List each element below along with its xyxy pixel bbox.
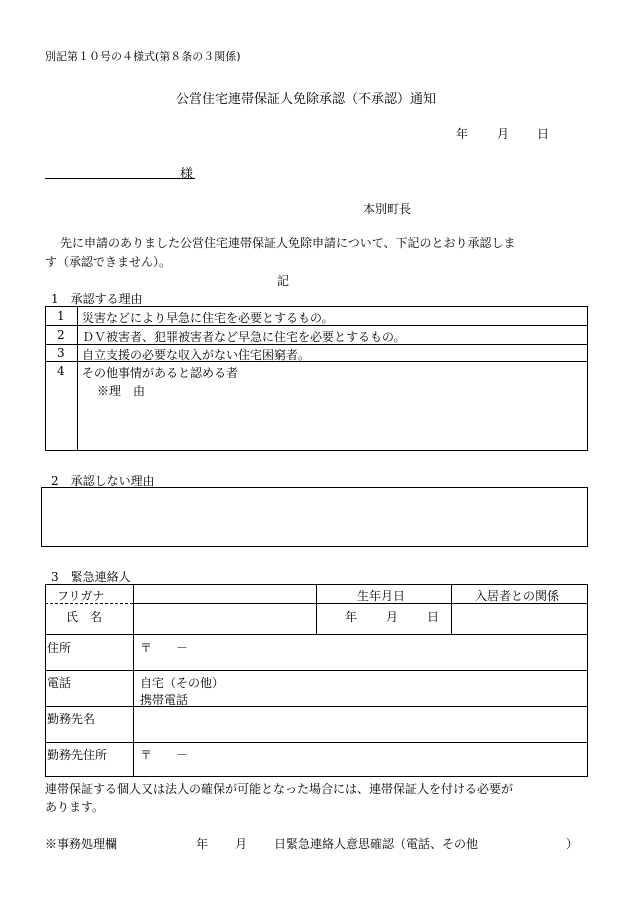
date-month: 月 xyxy=(497,127,510,141)
row-divider xyxy=(45,706,588,707)
reason-text: 災害などにより早急に住宅を必要とするもの。 xyxy=(82,311,334,325)
postal-code-field: 〒 － xyxy=(140,641,189,655)
mobile-phone-label: 携帯電話 xyxy=(140,693,189,707)
col-divider xyxy=(316,584,317,634)
workplace-label: 勤務先名 xyxy=(47,712,96,726)
office-use-label: ※事務処理欄 xyxy=(45,837,118,851)
date-day: 日 xyxy=(537,127,550,141)
issuer: 本別町長 xyxy=(363,202,412,216)
relation-label: 入居者との関係 xyxy=(475,589,560,603)
birth-month-unit: 月 xyxy=(386,610,399,624)
address-label: 住所 xyxy=(47,641,72,655)
office-month: 月 xyxy=(235,837,248,851)
closing-paren: ） xyxy=(566,837,579,851)
note-line-2: あります。 xyxy=(45,800,105,814)
section2-reason-box[interactable] xyxy=(41,487,588,547)
birth-day-unit: 日 xyxy=(427,610,440,624)
body-line-2: す（承認できません）。 xyxy=(45,255,172,269)
work-address-label: 勤務先住所 xyxy=(47,748,108,762)
reason-text: 自立支援の必要な収入がない住宅困窮者。 xyxy=(82,348,311,362)
birth-year-unit: 年 xyxy=(345,610,358,624)
col-divider xyxy=(451,584,452,634)
work-postal-code-field: 〒 － xyxy=(140,748,189,762)
form-code: 別記第１０号の４様式(第８条の３関係) xyxy=(45,50,241,63)
section1-heading: 1 承認する理由 xyxy=(51,292,143,306)
section1-col-divider xyxy=(77,306,78,451)
row-number: 1 xyxy=(57,309,65,323)
section2-heading: 2 承認しない理由 xyxy=(51,474,155,488)
name-label: 氏 名 xyxy=(66,610,103,624)
reason-text: その他事情があると認める者 xyxy=(82,366,239,380)
phone-label: 電話 xyxy=(47,676,72,690)
furigana-label: フリガナ xyxy=(57,589,105,603)
recipient-suffix: 様 xyxy=(180,167,194,182)
row-divider xyxy=(45,670,588,671)
reason-text: ＤＶ被害者、犯罪被害者など早急に住宅を必要とするもの。 xyxy=(82,330,406,344)
row-number: 4 xyxy=(57,364,65,378)
contact-confirmation: 日緊急連絡人意思確認（電話、その他 xyxy=(274,837,479,851)
ki-heading: 記 xyxy=(277,274,290,288)
row-divider xyxy=(45,634,588,635)
col-divider xyxy=(133,584,134,777)
office-year: 年 xyxy=(196,837,209,851)
row-divider xyxy=(45,742,588,743)
home-phone-label: 自宅（その他） xyxy=(140,676,225,690)
body-line-1: 先に申請のありました公営住宅連帯保証人免除申請について、下記のとおり承認しま xyxy=(60,236,516,250)
date-year: 年 xyxy=(456,127,469,141)
birthdate-label: 生年月日 xyxy=(357,589,406,603)
page-title: 公営住宅連帯保証人免除承認（不承認）通知 xyxy=(176,92,437,107)
row-number: 2 xyxy=(57,328,65,342)
note-line-1: 連帯保証する個人又は法人の確保が可能となった場合には、連帯保証人を付ける必要が xyxy=(45,782,514,796)
recipient-line xyxy=(45,178,195,179)
reason-label: ※理 由 xyxy=(97,384,146,398)
row-number: 3 xyxy=(57,346,65,360)
section3-heading: 3 緊急連絡人 xyxy=(51,570,131,584)
